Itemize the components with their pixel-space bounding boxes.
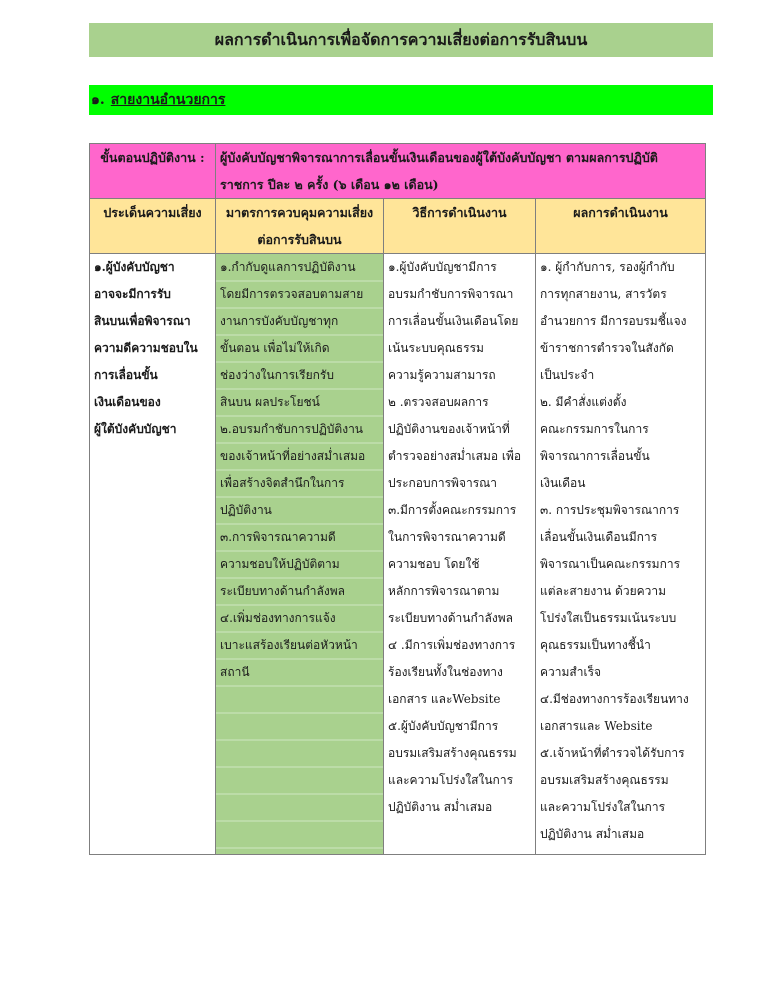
cell-line: ความรู้ความสามารถ (388, 368, 496, 382)
cell-line: ความชอบให้ปฏิบัติตาม (220, 557, 340, 571)
cell-line: พิจารณาเป็นคณะกรรมการ (540, 557, 681, 571)
procedure-step-label: ขั้นตอนปฏิบัติงาน : (90, 144, 216, 199)
cell-line: การเลื่อนขั้น (94, 368, 158, 382)
control-measure-cell (216, 254, 384, 855)
cell-line: สินบนเพื่อพิจารณา (94, 314, 191, 328)
cell-line: โปร่งใสเป็นธรรมเน้นระบบ (540, 611, 677, 625)
cell-line: ๓.การพิจารณาความดี (220, 530, 336, 544)
cell-line: ตำรวจอย่างสม่ำเสมอ เพื่อ (388, 449, 522, 463)
cell-line: ๕.ผู้บังคับบัญชามีการ (388, 719, 499, 733)
header-method: วิธีการดำเนินงาน (384, 199, 536, 254)
cell-line: เอกสารและ Website (540, 719, 653, 733)
document-title (89, 23, 713, 57)
header-control-measure (216, 199, 384, 254)
cell-line: ๔.เพิ่มช่องทางการแจ้ง (220, 611, 336, 625)
header-risk-issue: ประเด็นความเสี่ยง (90, 199, 216, 254)
cell-line: เอกสาร และWebsite (388, 692, 501, 706)
cell-line: ความดีความชอบใน (94, 341, 198, 355)
cell-line: ๑.ผู้บังคับบัญชา (94, 260, 175, 274)
cell-line: ระเบียบทางด้านกำลังพล (388, 611, 513, 625)
cell-line: ช่องว่างในการเรียกรับ (220, 368, 334, 382)
cell-line: คุณธรรมเป็นทางชี้นำ (540, 638, 651, 652)
cell-line: ๕.เจ้าหน้าที่ตำรวจได้รับการ (540, 746, 685, 760)
cell-line: เน้นระบบคุณธรรม (388, 341, 484, 355)
cell-line: ๔.มีช่องทางการร้องเรียนทาง (540, 692, 689, 706)
cell-line: ข้าราชการตำรวจในสังกัด (540, 341, 674, 355)
cell-line: โดยมีการตรวจสอบตามสาย (220, 287, 364, 301)
cell-line: หลักการพิจารณาตาม (388, 584, 500, 598)
cell-line: ระเบียบทางด้านกำลังพล (220, 584, 345, 598)
cell-line: และความโปร่งใสในการ (388, 773, 514, 787)
cell-line: ปฏิบัติงานของเจ้าหน้าที่ (388, 422, 510, 436)
cell-line: ปฏิบัติงาน สม่ำเสมอ (540, 827, 645, 841)
cell-line: ความชอบ โดยใช้ (388, 557, 480, 571)
cell-line: ความสำเร็จ (540, 665, 602, 679)
cell-line: ของเจ้าหน้าที่อย่างสม่ำเสมอ (220, 449, 366, 463)
cell-line: อบรมเสริมสร้างคุณธรรม (540, 773, 669, 787)
table-header-row (90, 199, 706, 254)
risk-issue-cell (90, 254, 216, 855)
cell-line: สินบน ผลประโยชน์ (220, 395, 320, 409)
cell-line: คณะกรรมการในการ (540, 422, 649, 436)
cell-line: ๓. การประชุมพิจารณาการ (540, 503, 680, 517)
cell-line: อบรมเสริมสร้างคุณธรรม (388, 746, 517, 760)
cell-line: ในการพิจารณาความดี (388, 530, 506, 544)
cell-line: ๑. ผู้กำกับการ, รองผู้กำกับ (540, 260, 675, 274)
procedure-step-text (216, 144, 706, 199)
section-heading (89, 85, 713, 115)
document-title-text: ผลการดำเนินการเพื่อจัดการความเสี่ยงต่อการรับสินบน (214, 29, 588, 49)
cell-line: ๑.ผู้บังคับบัญชามีการ (388, 260, 497, 274)
cell-line: การทุกสายงาน, สารวัตร (540, 287, 667, 301)
cell-line: ผู้ใต้บังคับบัญชา (94, 422, 177, 436)
cell-line: เลื่อนขั้นเงินเดือนมีการ (540, 530, 658, 544)
method-cell (384, 254, 536, 855)
section-number: ๑. (91, 92, 105, 108)
cell-line: อาจจะมีการรับ (94, 287, 171, 301)
cell-line: เบาะแสร้องเรียนต่อหัวหน้า (220, 638, 358, 652)
cell-line: เป็นประจำ (540, 368, 595, 382)
cell-line: อบรมกำชับการพิจารณา (388, 287, 514, 301)
cell-line: ปฏิบัติงาน สม่ำเสมอ (388, 800, 493, 814)
cell-line: แต่ละสายงาน ด้วยความ (540, 584, 667, 598)
procedure-step-line: ราชการ ปีละ ๒ ครั้ง (๖ เดือน ๑๒ เดือน) (220, 177, 439, 192)
table-row (90, 254, 706, 855)
cell-line: ๔ .มีการเพิ่มช่องทางการ (388, 638, 516, 652)
cell-line: งานการบังคับบัญชาทุก (220, 314, 339, 328)
cell-line: อำนวยการ มีการอบรมชี้แจง (540, 314, 687, 328)
cell-line: การเลื่อนขั้นเงินเดือนโดย (388, 314, 519, 328)
cell-line: สถานี (220, 665, 250, 679)
cell-line: เงินเดือน (540, 476, 586, 490)
header-result: ผลการดำเนินงาน (536, 199, 706, 254)
cell-line: ขั้นตอน เพื่อไม่ให้เกิด (220, 341, 330, 355)
cell-line: ร้องเรียนทั้งในช่องทาง (388, 665, 503, 679)
cell-line: ๒. มีคำสั่งแต่งตั้ง (540, 395, 627, 409)
cell-line: และความโปร่งใสในการ (540, 800, 666, 814)
cell-line: ๒.อบรมกำชับการปฏิบัติงาน (220, 422, 364, 436)
cell-line: เพื่อสร้างจิตสำนึกในการ (220, 476, 345, 490)
cell-line: เงินเดือนของ (94, 395, 161, 409)
header-control-measure-line1: มาตรการควบคุมความเสี่ยง (225, 205, 374, 220)
cell-line: ประกอบการพิจารณา (388, 476, 498, 490)
cell-line: ๑.กำกับดูแลการปฏิบัติงาน (220, 260, 356, 274)
procedure-step-line: ผู้บังคับบัญชาพิจารณาการเลื่อนขั้นเงินเดือนของผู้ใต้บังคับบัญชา ตามผลการปฏิบัติ (220, 150, 658, 165)
cell-line: ปฏิบัติงาน (220, 503, 272, 517)
result-cell (536, 254, 706, 855)
cell-line: ๓.มีการตั้งคณะกรรมการ (388, 503, 517, 517)
procedure-step-row (90, 144, 706, 199)
section-name: สายงานอำนวยการ (110, 92, 226, 108)
risk-management-table (89, 143, 706, 855)
cell-line: พิจารณาการเลื่อนขั้น (540, 449, 650, 463)
header-control-measure-line2: ต่อการรับสินบน (257, 232, 342, 247)
cell-line: ๒ .ตรวจสอบผลการ (388, 395, 489, 409)
